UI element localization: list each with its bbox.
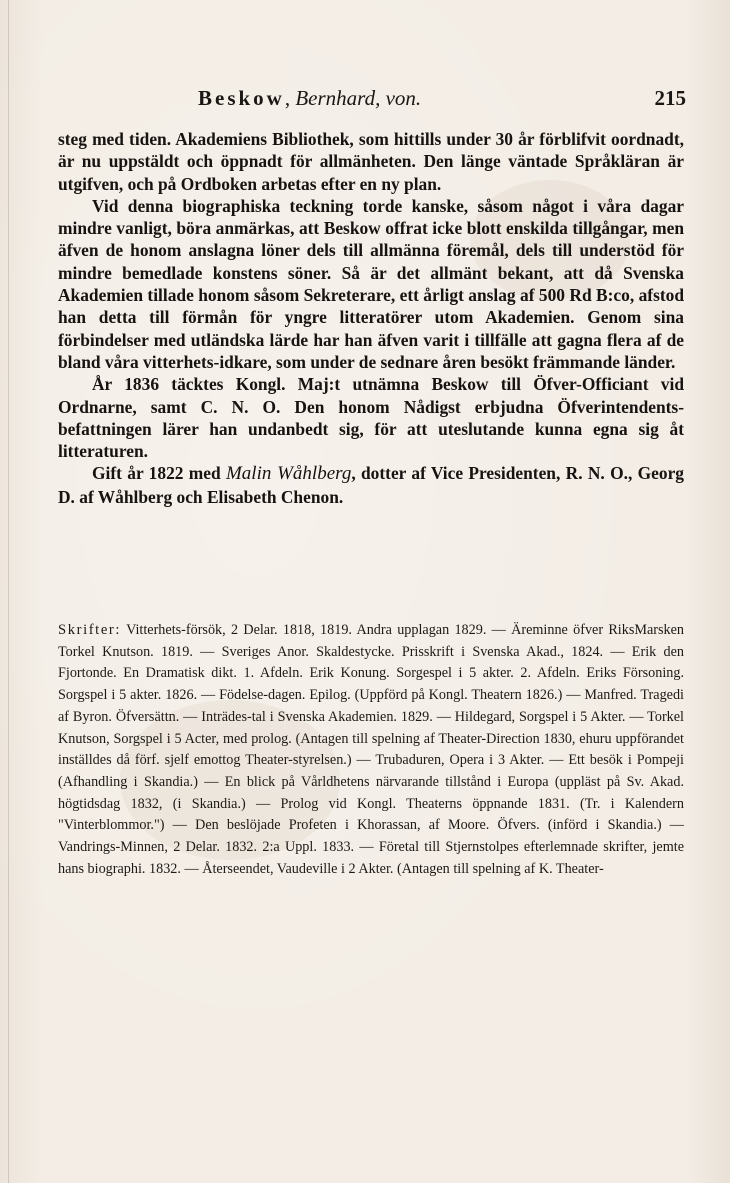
works-text: Vitterhets-försök, 2 Delar. 1818, 1819. Andra upplagan 1829. — Äreminne öfver RiksMarsken Torkel Knutson. 1819. — Sveriges Anor. Skaldestycke. Prisskrift i Svenska Akad., 1824. — Erik den Fjortonde. En Dramatisk dikt. 1. Afdeln. Erik Konung. Sorgespel i 5 akter. 2. Afdeln. Eriks Försoning. Sorgspel i 5 akter. 1826. — Födelse-dagen. Epilog. (Uppförd på Kongl. Theatern 1826.) — Manfred. Tragedi af Byron. Öfversättn. — Inträdes-tal i Svenska Akademien. 1829. — Hildegard, Sorgspel i 5 Akter. — Torkel Knutson, Sorgspel i 5 Acter, med prolog. (Antagen till spelning af Theater-Direction 1830, ehuru uppförandet inställdes då förf. sjelf emottog Theater-styrelsen.) — Trubaduren, Opera i 3 Akter. — Ett besök i Pompeji (Afhandling i Skandia.) — En blick på Vårldhetens närvarande tillstånd i Europa (uppläst på Sv. Akad. högtidsdag 1832, (i Skandia.) — Prolog vid Kongl. Theaterns öppnande 1831. (Tr. i Kalendern "Vinterblommor.") — Den beslöjade Profeten i Khorassan, af Moore. Öfvers. (införd i Skandia.) — Vandrings-Minnen, 2 Delar. 1832. 2:a Uppl. 1833. — Företal till Stjernstolpes efterlemnade skrifter, jemte hans biographi. 1832. — Återseendet, Vaudeville i 2 Akter. (Antagen till spelning af K. Theater- (58, 622, 684, 877)
paragraph-appointment: År 1836 täcktes Kongl. Maj:t utnämna Beskow till Öfver-Officiant vid Ordnarne, samt C. N. O. Den honom Nådigst erbjudna Öfverintendents-befattningen lärer han undanbedt sig, för att uteslutande kunna egna sig åt litteraturen. (58, 374, 684, 462)
page-number: 215 (654, 86, 686, 110)
running-head: Beskow, Bernhard, von. (198, 86, 422, 110)
spouse-name: Malin Wåhlberg (225, 463, 352, 485)
running-head-surname: Beskow (198, 86, 285, 110)
marriage-text-before: Gift år 1822 med (92, 463, 226, 484)
running-head-given-name: Bernhard, von. (295, 86, 422, 110)
paragraph-biographical-note: Vid denna biographiska teckning torde kanske, såsom något i våra dagar mindre vanligt, böra anmärkas, att Beskow offrat icke blott enskilda tillgångar, men äfven de honom anslagna löner dels till allmänna föremål, dels till understöd för mindre bemedlade konstens söner. Så är det allmänt bekant, att då Svenska Akademien tillade honom såsom Sekreterare, ett årligt anslag af 500 Rd B:co, afstod han detta till förmån för yngre litteratörer utom Akademien. Genom sina förbindelser med utländska lärde har han äfven varit i tillfälle att gagna flera af de bland våra vitterhets-idkare, som under de sednare åren besökt främmande länder. (58, 195, 684, 372)
marriage-text-after: , dotter af Vice Presidenten, R. N. O., Georg D. af Wåhlberg och Elisabeth Chenon. (58, 463, 684, 507)
paragraph-continuation: steg med tiden. Akademiens Bibliothek, som hittills under 30 år förblifvit oordnadt, är nu uppstäldt och öppnadt för allmänheten. Den länge väntade Språkläran är utgifven, och på Ordboken arbetas efter en ny plan. (58, 129, 684, 194)
works-list (58, 620, 684, 880)
works-label: Skrifter: (58, 622, 122, 638)
paragraph-marriage (58, 462, 684, 508)
biography-text (58, 128, 684, 508)
page-header (58, 86, 686, 116)
page-edge-line (8, 0, 9, 1183)
